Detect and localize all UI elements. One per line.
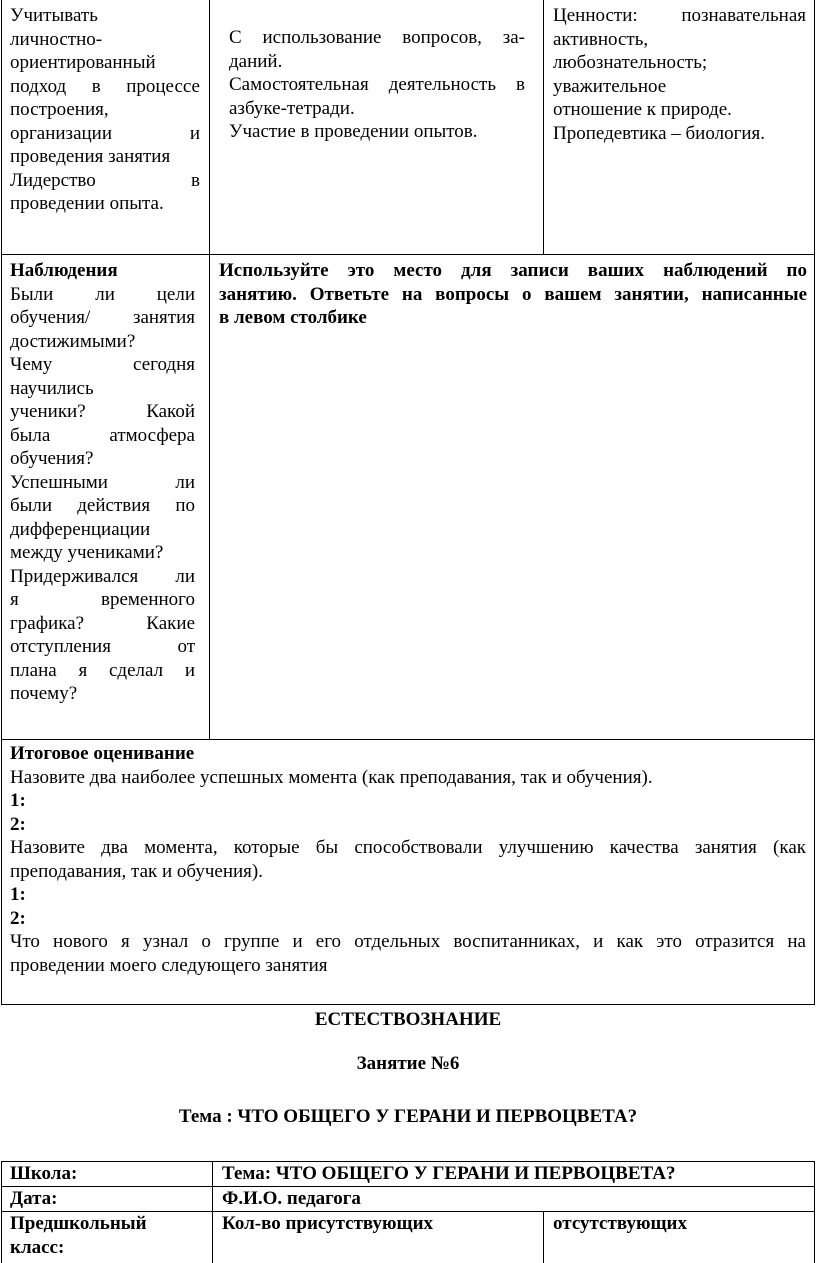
- summary-number: 2:: [10, 907, 26, 929]
- table-top-left-border: [1, 0, 2, 1004]
- class-label-line: Предшкольный: [10, 1213, 147, 1234]
- question-line: отступления от: [10, 636, 195, 657]
- class-label-line: класс:: [10, 1236, 65, 1258]
- table-top-divider-col2: [543, 0, 544, 254]
- question-line: почему?: [10, 683, 78, 704]
- question-line: я временного: [10, 589, 195, 610]
- row1-col1-line: личностно-: [10, 28, 103, 50]
- row1-col2-line: С использование вопросов, за-: [229, 27, 525, 48]
- table-bottom-right-border: [814, 1161, 815, 1263]
- table-bottom-divider-col1: [212, 1161, 213, 1263]
- row2-questions-cell: [10, 259, 195, 706]
- row1-col2-line: даний.: [229, 50, 283, 72]
- summary-heading: Итоговое оценивание: [10, 743, 195, 764]
- row1-col1-line: Лидерство в: [10, 169, 200, 191]
- table-top-row2-bottom: [1, 739, 815, 740]
- summary-question-2-line: преподавания, так и обучения).: [10, 860, 264, 882]
- observations-heading: Наблюдения: [10, 260, 118, 281]
- question-line: Были ли цели: [10, 283, 195, 305]
- question-line: обучения/ занятия: [10, 307, 195, 328]
- absent-count-label: отсутствующих: [553, 1213, 687, 1234]
- question-line: графика? Какие: [10, 612, 195, 634]
- summary-question-3-line: проведении моего следующего занятия: [10, 954, 328, 976]
- topic-heading: Тема : ЧТО ОБЩЕГО У ГЕРАНИ И ПЕРВОЦВЕТА?: [178, 1106, 638, 1127]
- row1-col1-line: организации и: [10, 122, 200, 144]
- row1-col3-line: Пропедевтика – биология.: [553, 122, 766, 144]
- summary-number: 2:: [10, 813, 26, 835]
- table-top-right-border: [814, 0, 815, 1004]
- summary-number: 1:: [10, 790, 26, 811]
- instruction-line: Используйте это место для записи ваших наблюдений по: [219, 260, 807, 281]
- row1-col1-line: Учитывать: [10, 5, 98, 26]
- row1-col1-line: проведении опыта.: [10, 193, 164, 214]
- question-line: Успешными ли: [10, 471, 195, 493]
- topic-label: Тема: ЧТО ОБЩЕГО У ГЕРАНИ И ПЕРВОЦВЕТА?: [222, 1163, 676, 1184]
- table-bottom-left-border: [1, 1161, 2, 1263]
- row1-col1-line: подход в процессе: [10, 75, 200, 97]
- question-line: между учениками?: [10, 542, 164, 563]
- row1-col3-line: уважительное: [553, 75, 667, 97]
- row1-col2-line: Самостоятельная деятельность в: [229, 74, 525, 95]
- row2-instruction-cell: [219, 259, 807, 330]
- summary-question-1: Назовите два наиболее успешных момента (как преподавания, так и обучения).: [10, 766, 653, 788]
- row1-col1-line: проведения занятия: [10, 146, 171, 167]
- present-count-label: Кол-во присутствующих: [222, 1213, 434, 1234]
- instruction-line: в левом столбике: [219, 307, 367, 328]
- question-line: была атмосфера: [10, 424, 195, 446]
- table-bottom-row1-bottom: [1, 1186, 815, 1187]
- question-line: обучения?: [10, 448, 94, 469]
- question-line: были действия по: [10, 495, 195, 516]
- lesson-heading: Занятие №6: [356, 1053, 460, 1074]
- summary-number: 1:: [10, 884, 26, 905]
- teacher-label: Ф.И.О. педагога: [222, 1188, 361, 1209]
- summary-question-2-line: Назовите два момента, которые бы способствовали улучшению качества занятия (как: [10, 837, 806, 858]
- question-line: достижимыми?: [10, 330, 136, 352]
- row1-col2-cell: [229, 26, 525, 144]
- summary-question-3-line: Что нового я узнал о группе и его отдельных воспитанниках, и как это отразится на: [10, 931, 806, 952]
- table-top-row1-bottom: [1, 254, 815, 255]
- question-line: научились: [10, 377, 94, 399]
- table-bottom-divider-col2: [543, 1211, 544, 1263]
- class-label: [10, 1212, 205, 1259]
- question-line: плана я сделал и: [10, 659, 195, 681]
- row1-col2-line: Участие в проведении опытов.: [229, 121, 478, 142]
- row1-col3-cell: [553, 4, 806, 145]
- row1-col1-line: построения,: [10, 99, 109, 120]
- table-top-bottom-border: [1, 1004, 815, 1005]
- row1-col3-line: Ценности: познавательная: [553, 5, 806, 26]
- question-line: Чему сегодня: [10, 354, 195, 375]
- question-line: дифференциации: [10, 518, 151, 540]
- subject-heading: ЕСТЕСТВОЗНАНИЕ: [314, 1009, 502, 1030]
- date-label: Дата:: [10, 1188, 58, 1209]
- row1-col3-line: отношение к природе.: [553, 99, 732, 120]
- question-line: ученики? Какой: [10, 401, 195, 422]
- row1-col3-line: любознательность;: [553, 52, 708, 73]
- row1-col1-cell: [10, 4, 200, 216]
- question-line: Придерживался ли: [10, 565, 195, 587]
- row1-col2-line: азбуке-тетради.: [229, 97, 355, 119]
- row1-col3-line: активность,: [553, 28, 649, 50]
- row3-summary-cell: [10, 742, 806, 977]
- table-top-divider-col1: [209, 0, 210, 739]
- row1-col1-line: ориентированный: [10, 52, 156, 73]
- school-label: Школа:: [10, 1163, 78, 1184]
- instruction-line: занятию. Ответьте на вопросы о вашем занятии, написанные: [219, 283, 807, 305]
